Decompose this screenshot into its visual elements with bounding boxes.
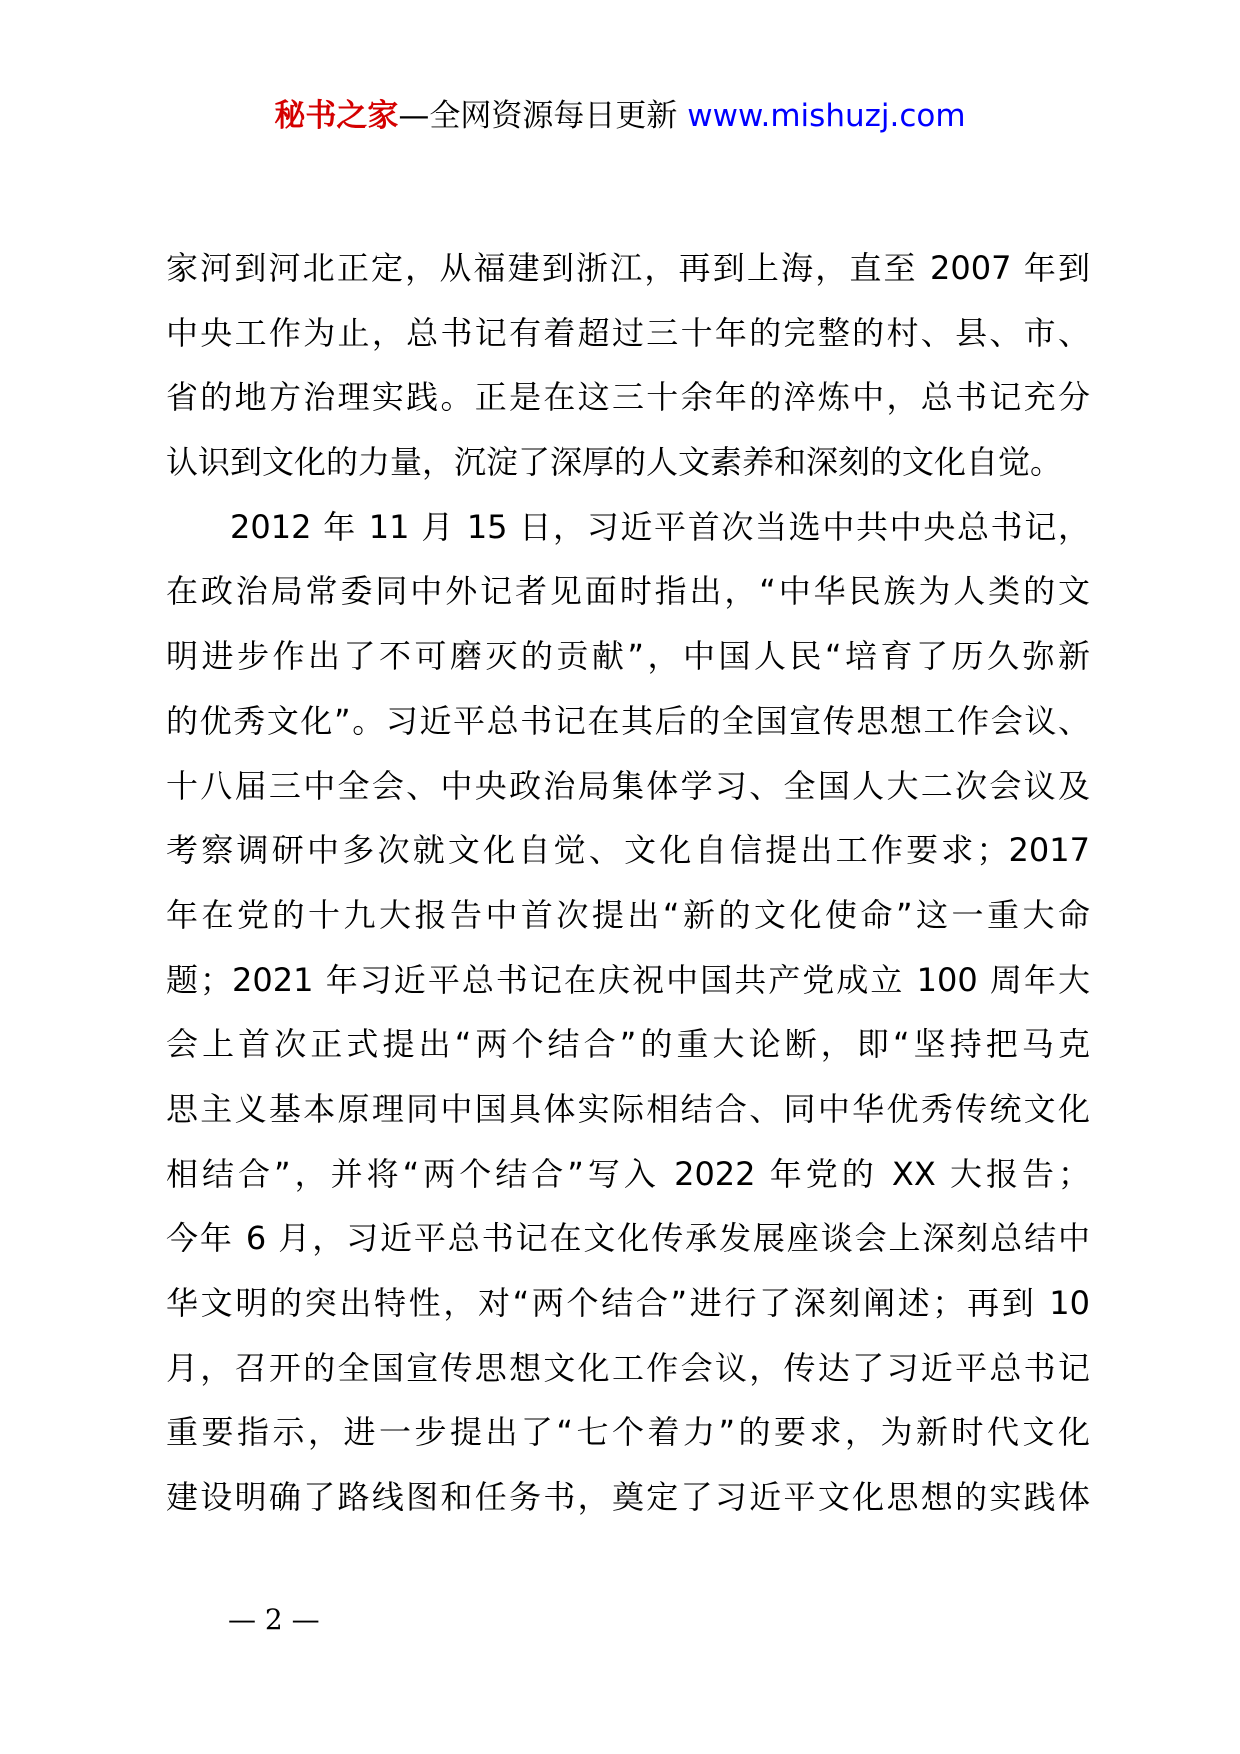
text-line: 明进步作出了不可磨灭的贡献”，中国人民“培育了历久弥新 xyxy=(166,637,1090,676)
text-line: 考察调研中多次就文化自觉、文化自信提出工作要求；2017 xyxy=(166,831,1090,870)
text-line: 家河到河北正定，从福建到浙江，再到上海，直至 2007 年到 xyxy=(166,249,1090,287)
text-line: 建设明确了路线图和任务书，奠定了习近平文化思想的实践体 xyxy=(166,1478,1090,1517)
page-number: — 2 — xyxy=(228,1603,320,1636)
text-line: 月，召开的全国宣传思想文化工作会议，传达了习近平总书记 xyxy=(166,1348,1090,1387)
header-slogan: —全网资源每日更新 xyxy=(398,98,678,134)
paragraph-first-line: 2012 年 11 月 15 日，习近平首次当选中共中央总书记， xyxy=(230,507,1090,546)
text-line: 省的地方治理实践。正是在这三十余年的淬炼中，总书记充分 xyxy=(166,378,1090,417)
text-line: 相结合”，并将“两个结合”写入 2022 年党的 XX 大报告； xyxy=(166,1154,1090,1193)
text-line: 重要指示，进一步提出了“七个着力”的要求，为新时代文化 xyxy=(166,1413,1090,1452)
brand-name: 秘书之家 xyxy=(274,98,399,134)
text-line: 年在党的十九大报告中首次提出“新的文化使命”这一重大命 xyxy=(166,895,1090,934)
page-header xyxy=(0,96,1240,136)
text-line: 思主义基本原理同中国具体实际相结合、同中华优秀传统文化 xyxy=(166,1089,1090,1128)
text-line: 今年 6 月，习近平总书记在文化传承发展座谈会上深刻总结中 xyxy=(166,1219,1090,1258)
text-line: 的优秀文化”。习近平总书记在其后的全国宣传思想工作会议、 xyxy=(166,701,1090,740)
text-line: 中央工作为止，总书记有着超过三十年的完整的村、县、市、 xyxy=(166,313,1090,352)
document-body xyxy=(166,236,1090,1530)
text-line: 十八届三中全会、中央政治局集体学习、全国人大二次会议及 xyxy=(166,766,1090,805)
text-line: 会上首次正式提出“两个结合”的重大论断，即“坚持把马克 xyxy=(166,1025,1090,1064)
text-line: 华文明的突出特性，对“两个结合”进行了深刻阐述；再到 10 xyxy=(166,1284,1090,1322)
text-line: 题；2021 年习近平总书记在庆祝中国共产党成立 100 周年大 xyxy=(166,960,1090,999)
text-line: 在政治局常委同中外记者见面时指出，“中华民族为人类的文 xyxy=(166,572,1090,611)
website-link[interactable]: www.mishuzj.com xyxy=(687,98,966,134)
text-line: 认识到文化的力量，沉淀了深厚的人文素养和深刻的文化自觉。 xyxy=(166,443,1063,482)
